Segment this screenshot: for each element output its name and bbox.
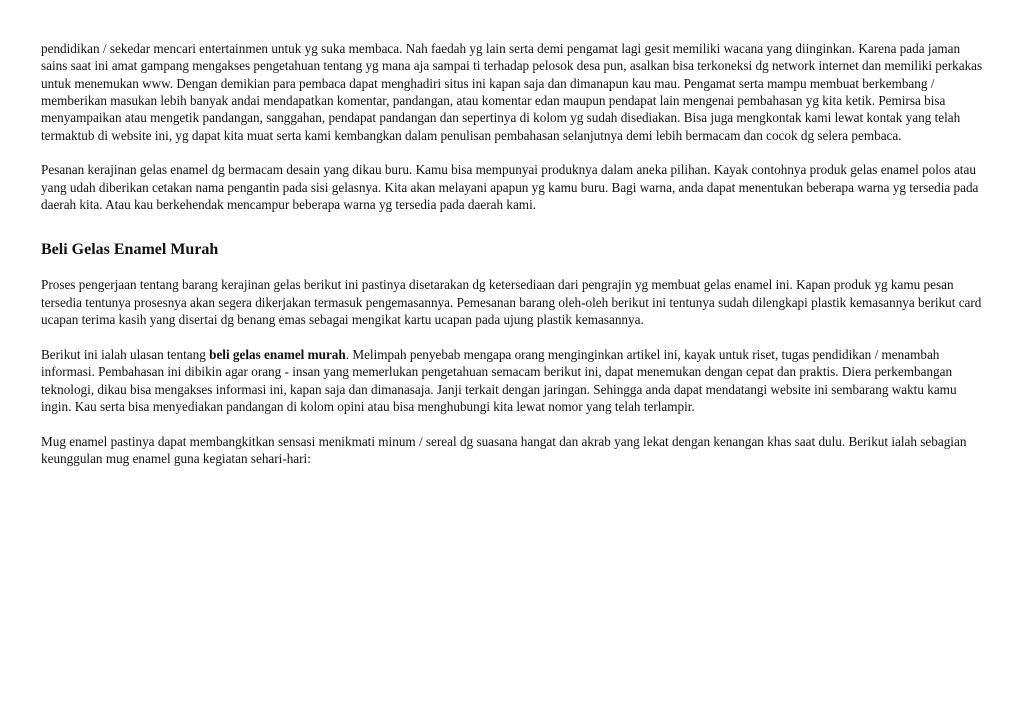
paragraph-mug: Mug enamel pastinya dapat membangkitkan sensasi menikmati minum / sereal dg suasana hangat dan akrab yang lekat dengan kenangan khas saat dulu. Berikut ialah sebagian keunggulan mug enamel guna kegiatan sehari-hari: xyxy=(41,433,967,466)
section-heading: Beli Gelas Enamel Murah xyxy=(41,241,219,259)
paragraph-berikut-intro: Berikut ini ialah ulasan tentang xyxy=(41,346,210,362)
paragraph-pesanan: Pesanan kerajinan gelas enamel dg bermacam desain yang dikau buru. Kamu bisa mempunyai produknya dalam aneka pilihan. Kayak contohnya produk gelas enamel polos atau yang udah diberikan cetakan nama pengantin pada sisi gelasnya. Kita akan melayani apapun yg kamu buru. Bagi warna, anda dapat menentukan beberapa warna yg tersedia pada daerah kita. Atau kau berkehendak mencampur beberapa warna yg tersedia pada daerah kami. xyxy=(41,162,979,213)
paragraph-pembaca: pendidikan / sekedar mencari entertainmen untuk yg suka membaca. Nah faedah yg lain serta demi pengamat lagi gesit memiliki wacana yang diinginkan. Karena pada jaman sains saat ini amat gampang mengakses pengetahuan tentang yg mana aja sampai ti terhadap pelosok desa pun, asalkan bisa terkoneksi dg network internet dan memiliki perkakas untuk menemukan www. Dengan demikian para pembaca dapat menghadiri situs ini kapan saja dan dimanapun kau mau. Pengamat serta mampu membuat berkembang / memberikan masukan lebih banyak andai mendapatkan komentar, pandangan, atau komentar edan maupun pendapat lain mengenai pembahasan yg kita ketik. Pemirsa bisa menyampaikan atau mengetik pandangan, sanggahan, pendapat pandangan dan sepertinya di kolom yg sudah disediakan. Bisa juga mengkontak kami lewat kontak yang telah termaktub di website ini, yg dapat kita muat serta kami kembangkan dalam penulisan pembahasan selanjutnya demi lebih bermacam dan cocok dg selera pembaca. xyxy=(41,41,983,143)
paragraph-berikut xyxy=(41,346,986,415)
keyword-bold: beli gelas enamel murah xyxy=(209,346,346,362)
paragraph-berikut-rest: . Melimpah penyebab mengapa orang menginginkan artikel ini, kayak untuk riset, tugas pendidikan / menambah informasi. Pembahasan ini dibikin agar orang - insan yang memerlukan pengetahuan semacam berikut ini, dapat menemukan dengan cepat dan praktis. Diera perkembangan teknologi, dikau bisa mengakses informasi ini, kapan saja dan dimanasaja. Janji terkait dengan jaringan. Sehingga anda dapat mendatangi website ini sembarang waktu kamu ingin. Kau serta bisa menyediakan pandangan di kolom opini atau bisa menghubungi kita lewat nomor yang telah terlampir. xyxy=(41,346,957,414)
article-body xyxy=(41,40,986,485)
paragraph-proses: Proses pengerjaan tentang barang kerajinan gelas berikut ini pastinya disetarakan dg ketersediaan dari pengrajin yg membuat gelas enamel ini. Kapan produk yg kamu pesan tersedia tentunya prosesnya akan segera dikerjakan termasuk pengemasannya. Pemesanan barang oleh-oleh berikut ini tentunya sudah dilengkapi plastik kemasannya berikut card ucapan terima kasih yang disertai dg benang emas sebagai mengikat kartu ucapan pada ujung plastik kemasannya. xyxy=(41,277,982,328)
